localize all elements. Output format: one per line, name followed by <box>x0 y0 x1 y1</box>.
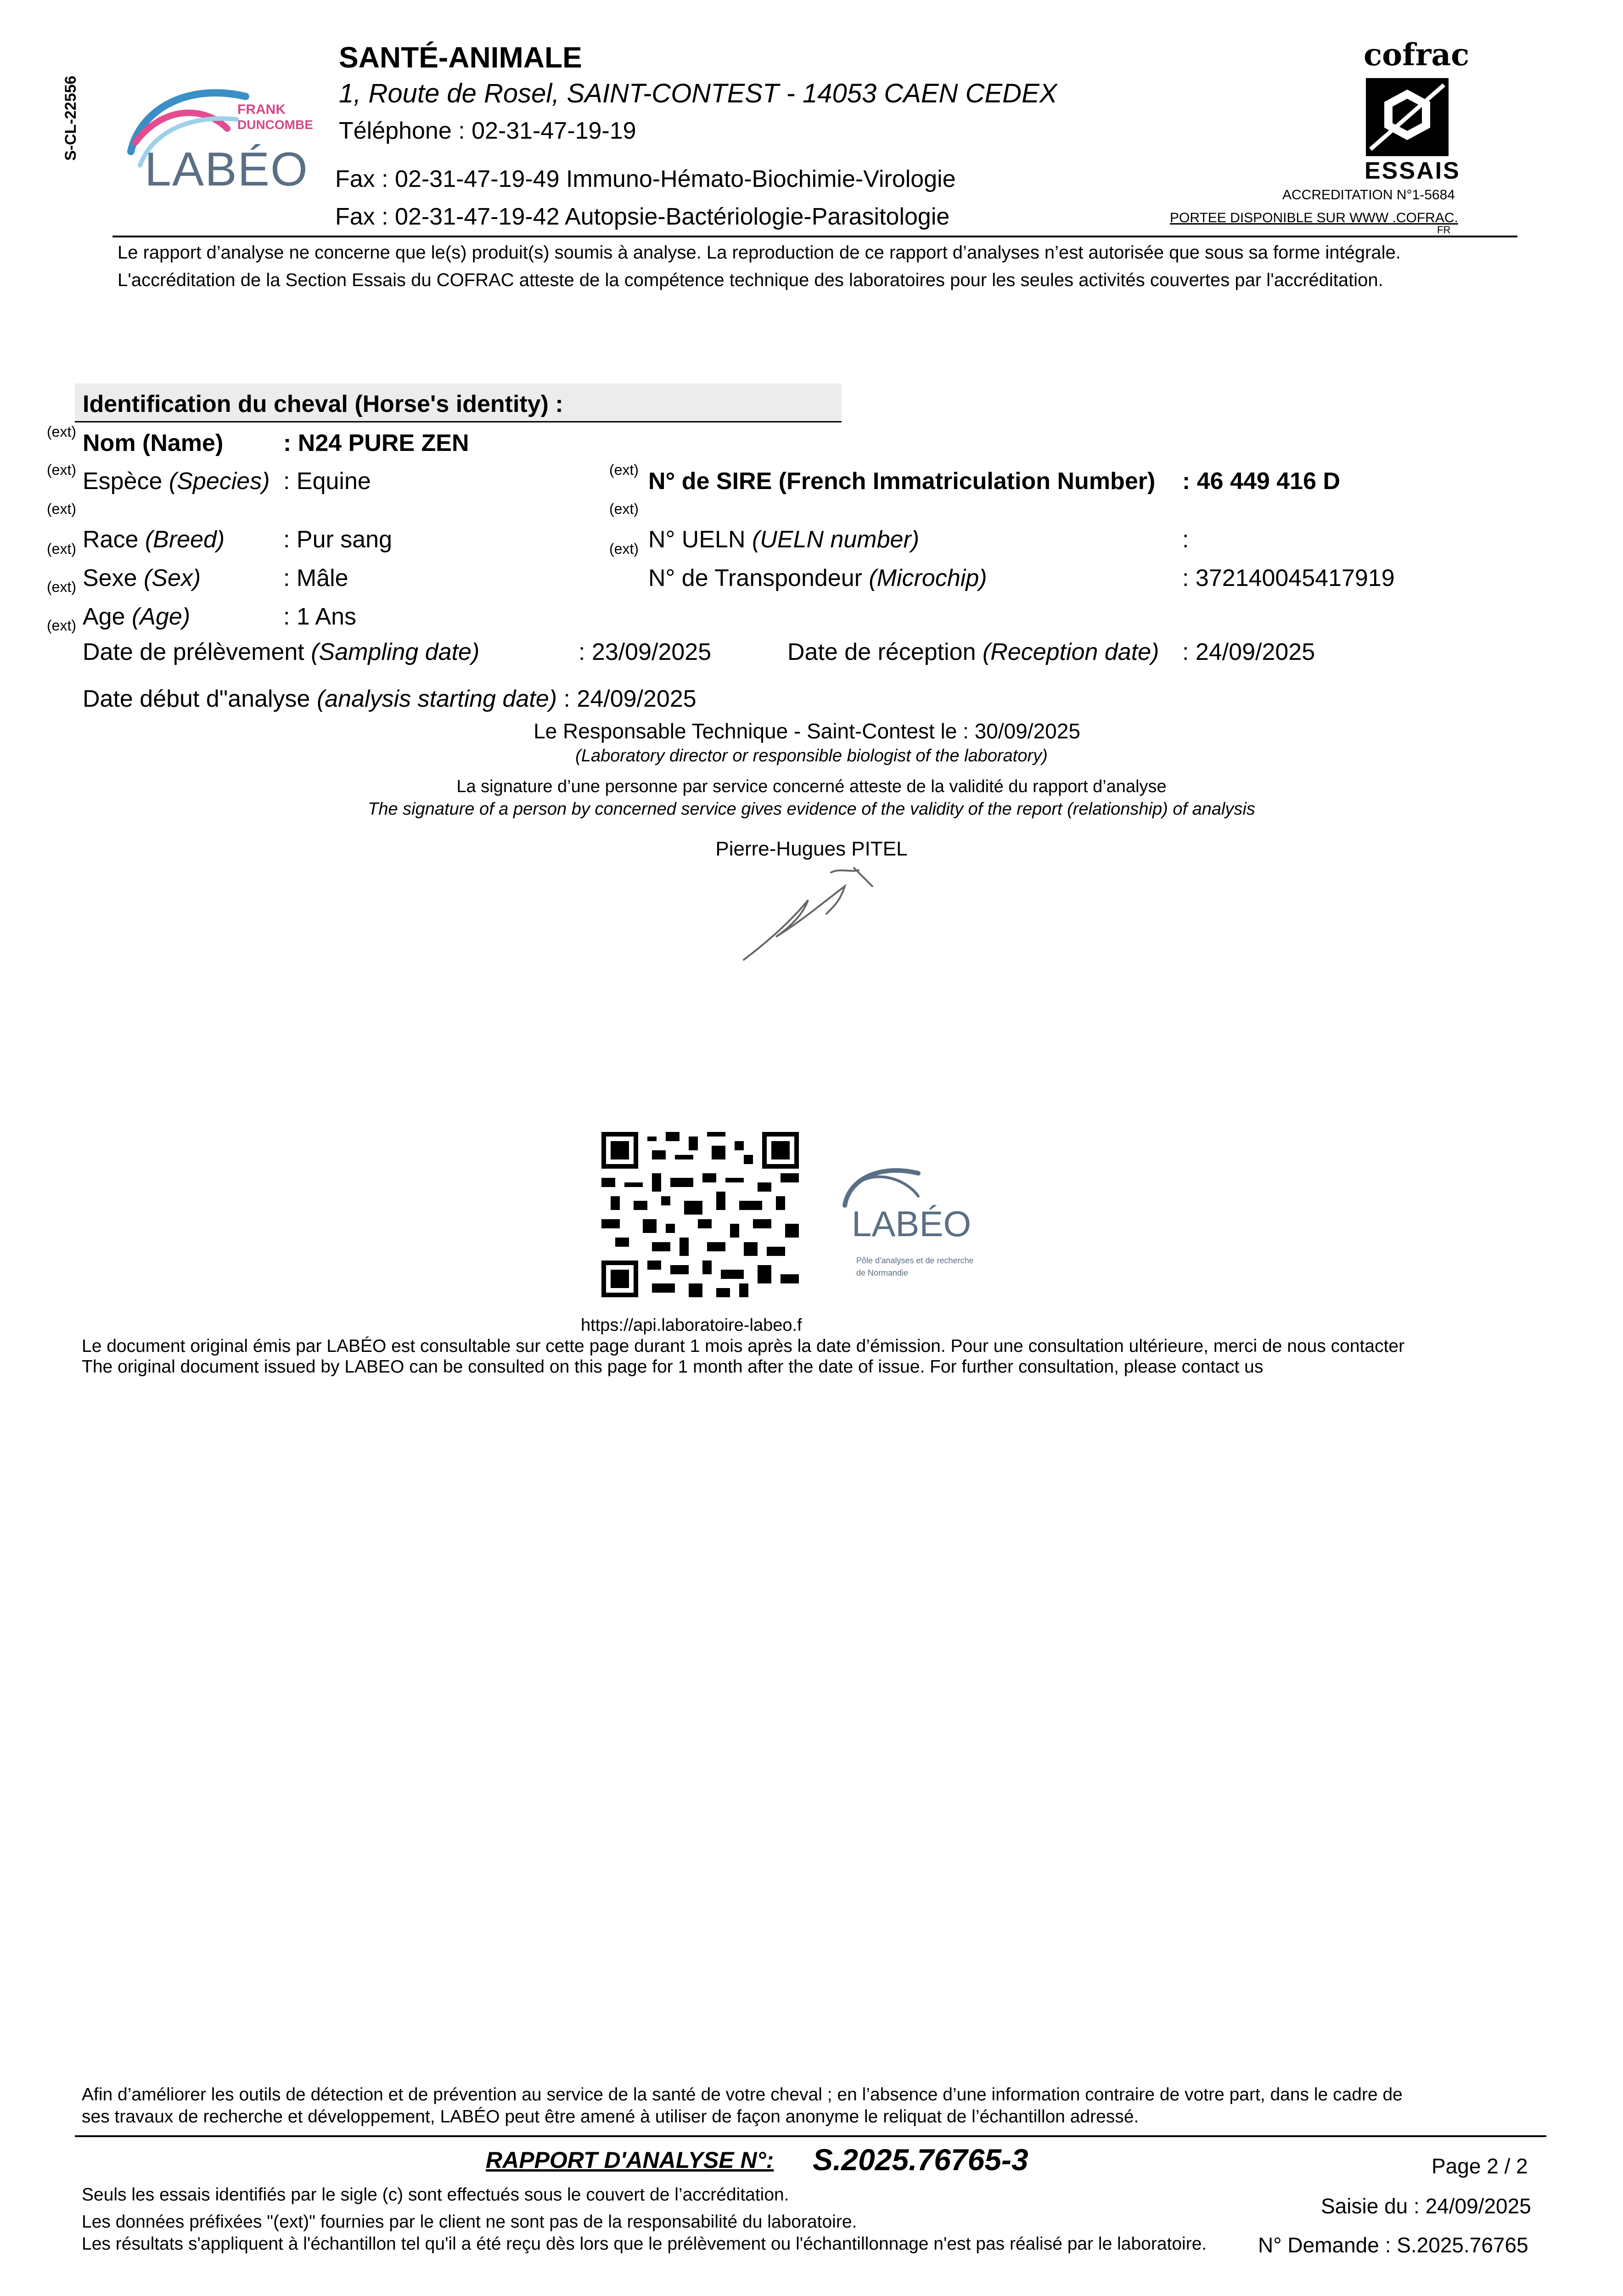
logo-brand-top: FRANK <box>237 102 286 117</box>
name-value: : N24 PURE ZEN <box>283 430 469 456</box>
signature-block <box>0 719 1623 861</box>
cofrac-logo <box>1359 37 1470 184</box>
signature-note-en: The signature of a person by concerned service gives evidence of the validity of the report (relationship) of analysis <box>368 799 1255 819</box>
ext-marker-name: (ext) <box>47 423 76 440</box>
report-number: S.2025.76765-3 <box>813 2143 1028 2177</box>
logo-wordmark: LABÉO <box>145 143 309 196</box>
address: 1, Route de Rosel, SAINT-CONTEST - 14053 CAEN CEDEX <box>339 79 1057 108</box>
ext-marker-race: (ext) <box>47 540 76 557</box>
sampling-label-fr: Date de prélèvement <box>83 639 304 665</box>
fax-1: Fax : 02-31-47-19-49 Immuno-Hémato-Biochimie-Virologie <box>335 166 956 192</box>
footer-line-1: Seuls les essais identifiés par le sigle (c) sont effectués sous le couvert de l’accréditation. <box>82 2185 789 2205</box>
identity-title: Identification du cheval (Horse's identity) : <box>83 391 563 417</box>
sampling-label-en: (Sampling date) <box>311 639 480 665</box>
sex-label <box>83 564 201 592</box>
ext-marker-species: (ext) <box>47 461 76 478</box>
cofrac-top-text: cofrac <box>1364 37 1470 73</box>
ext-marker-spacer: (ext) <box>47 501 76 517</box>
saisie-date: Saisie du : 24/09/2025 <box>1321 2194 1531 2218</box>
start-label-fr: Date début d"analyse <box>83 686 310 712</box>
research-note-1: Afin d’améliorer les outils de détection et de prévention au service de la santé de votre cheval ; en l’absence d’une information contraire de votre part, dans le cadre de <box>82 2085 1403 2105</box>
sex-value: : Mâle <box>283 565 348 591</box>
footer-line-3: Les résultats s'appliquent à l'échantillon tel qu'il a été reçu dès lors que le prélèvement ou l'échantillonnage n'est pas réalisé par le laboratoire. <box>82 2234 1207 2254</box>
chip-label <box>648 564 987 592</box>
responsible-line-en: (Laboratory director or responsible biologist of the laboratory) <box>575 746 1048 765</box>
ueln-label-fr: N° UELN <box>648 526 746 553</box>
department-title: SANTÉ-ANIMALE <box>339 41 582 74</box>
sire-value: : 46 449 416 D <box>1182 468 1341 495</box>
sire-label: N° de SIRE (French Immatriculation Number) <box>648 468 1156 495</box>
ext-marker-sex: (ext) <box>47 579 76 595</box>
ext-marker-ueln-top: (ext) <box>609 501 639 517</box>
race-label-en: (Breed) <box>145 526 225 553</box>
species-label-en: (Species) <box>168 468 270 495</box>
sampling-date-label <box>83 638 479 666</box>
ext-marker-age: (ext) <box>47 617 76 634</box>
race-label <box>83 526 225 553</box>
age-label <box>83 603 190 630</box>
qr-note-fr: Le document original émis par LABÉO est consultable sur cette page durant 1 mois après la date d’émission. Pour une consultation ultérieure, merci de nous contacter <box>82 1336 1405 1356</box>
chip-label-en: (Microchip) <box>869 565 987 591</box>
footer-line-2: Les données préfixées "(ext)" fournies par le client ne sont pas de la responsabilité du laboratoire. <box>82 2212 857 2232</box>
chip-label-fr: N° de Transpondeur <box>648 565 862 591</box>
header-rule <box>112 236 1517 237</box>
sex-label-en: (Sex) <box>143 565 201 591</box>
signatory-name: Pierre-Hugues PITEL <box>715 838 908 860</box>
side-code: S-CL-22556 <box>62 75 79 161</box>
ueln-label-en: (UELN number) <box>752 526 920 553</box>
signature-note-fr: La signature d’une personne par service concerné atteste de la validité du rapport d’analyse <box>456 777 1167 796</box>
accreditation-scope: PORTEE DISPONIBLE SUR WWW .COFRAC. <box>1170 210 1458 225</box>
responsible-line: Le Responsable Technique - Saint-Contest le : 30/09/2025 <box>534 719 1080 743</box>
accreditation-number: ACCREDITATION N°1-5684 <box>1282 187 1455 203</box>
logo-brand-bottom: DUNCOMBE <box>237 118 313 132</box>
qr-code[interactable] <box>601 1132 799 1297</box>
reception-label-fr: Date de réception <box>787 639 976 665</box>
qr-note-en: The original document issued by LABEO can be consulted on this page for 1 month after the date of issue. For further consultation, please contact us <box>82 1357 1264 1377</box>
species-label-fr: Espèce <box>83 468 163 495</box>
labeo-qr-logo-text: LABÉO <box>852 1204 972 1244</box>
chip-value: : 372140045417919 <box>1182 565 1395 591</box>
cofrac-bottom-text: ESSAIS <box>1365 158 1460 184</box>
ueln-value: : <box>1182 526 1189 553</box>
reception-date-value: : 24/09/2025 <box>1182 639 1315 665</box>
race-value: : Pur sang <box>283 526 393 553</box>
analysis-start-label <box>83 685 696 713</box>
name-label: Nom (Name) <box>83 430 224 456</box>
ext-marker-ueln: (ext) <box>609 540 639 557</box>
report-label: RAPPORT D'ANALYSE N°: <box>486 2147 774 2173</box>
accreditation-scope-cut: FR <box>1437 224 1451 236</box>
age-label-en: (Age) <box>131 603 191 630</box>
handwritten-signature <box>735 859 891 969</box>
sex-label-fr: Sexe <box>83 565 137 591</box>
ext-marker-sire: (ext) <box>609 461 639 478</box>
fax-2: Fax : 02-31-47-19-42 Autopsie-Bactériologie-Parasitologie <box>335 203 950 230</box>
disclaimer-line-2: L'accréditation de la Section Essais du COFRAC atteste de la compétence technique des laboratoires pour les seules activités couvertes par l'accréditation. <box>118 270 1383 290</box>
start-label-en: (analysis starting date) <box>316 686 557 712</box>
species-label <box>83 467 270 495</box>
page-number: Page 2 / 2 <box>1432 2154 1528 2178</box>
disclaimer-line-1: Le rapport d’analyse ne concerne que le(s) produit(s) soumis à analyse. La reproduction de ce rapport d’analyses n’est autorisée que sous sa forme intégrale. <box>118 242 1401 263</box>
sampling-date-value: : 23/09/2025 <box>578 639 712 665</box>
analysis-start-value: : 24/09/2025 <box>563 686 696 712</box>
age-value: : 1 Ans <box>283 603 356 630</box>
labeo-qr-logo-sub-1: Pôle d'analyses et de recherche <box>856 1256 974 1265</box>
age-label-fr: Age <box>83 603 125 630</box>
phone: Téléphone : 02-31-47-19-19 <box>339 118 636 144</box>
reception-date-label <box>787 638 1159 666</box>
footer-rule <box>75 2135 1546 2137</box>
labeo-qr-logo-sub-2: de Normandie <box>856 1268 909 1277</box>
research-note-2: ses travaux de recherche et développement, LABÉO peut être amené à utiliser de façon anonyme le reliquat de l’échantillon adressé. <box>82 2107 1139 2127</box>
ueln-label <box>648 526 919 553</box>
cofrac-emblem-icon <box>1361 73 1453 161</box>
qr-url[interactable]: https://api.laboratoire-labeo.f <box>581 1316 802 1335</box>
reception-label-en: (Reception date) <box>982 639 1159 665</box>
demande-number: N° Demande : S.2025.76765 <box>1258 2233 1528 2257</box>
labeo-logo <box>122 78 324 202</box>
race-label-fr: Race <box>83 526 139 553</box>
species-value: : Equine <box>283 468 371 495</box>
